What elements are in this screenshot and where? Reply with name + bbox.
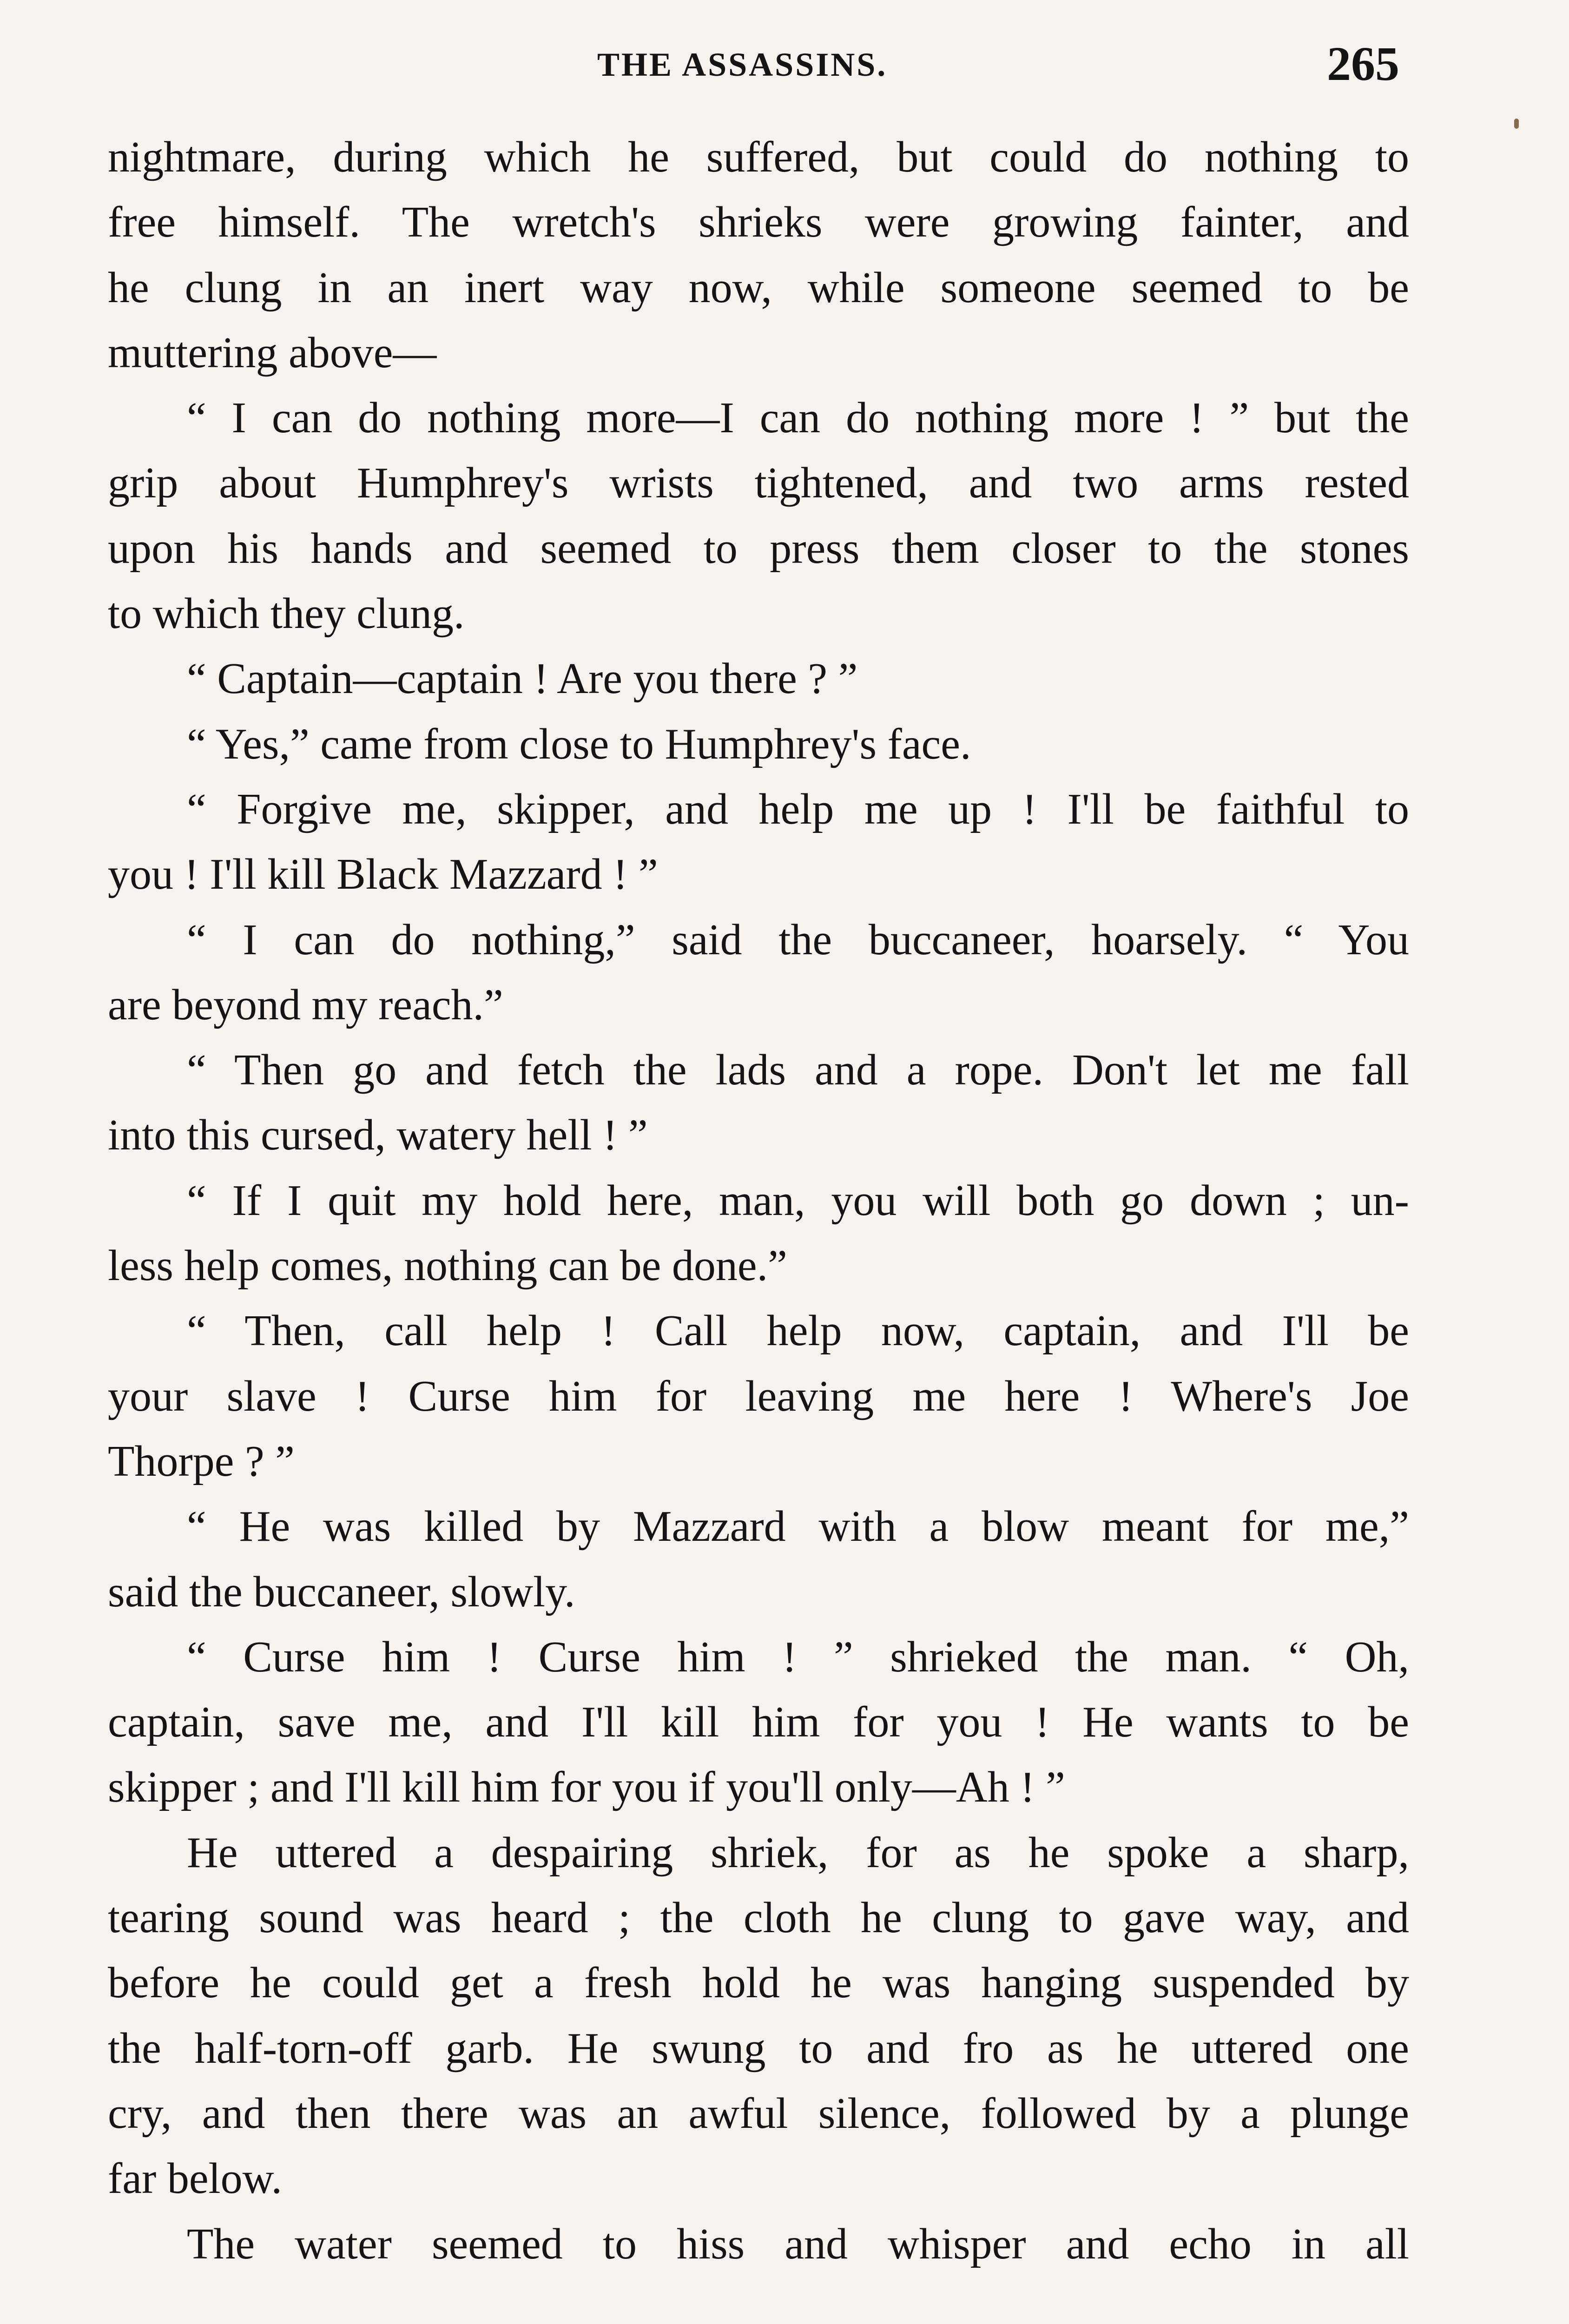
text-line: your slave ! Curse him for leaving me here ! Where's Joe xyxy=(108,1372,1409,1420)
text-line: he clung in an inert way now, while someone seemed to be xyxy=(108,263,1409,312)
text-line: “ Then go and fetch the lads and a rope. Don't let me fall xyxy=(187,1046,1409,1095)
text-line: into this cursed, watery hell ! ” xyxy=(108,1111,648,1160)
text-line: before he could get a fresh hold he was hanging suspended by xyxy=(108,1959,1409,2007)
page-number: 265 xyxy=(1327,37,1399,91)
text-line: are beyond my reach.” xyxy=(108,980,503,1029)
text-line: cry, and then there was an awful silence, followed by a plunge xyxy=(108,2089,1409,2138)
text-line: muttering above— xyxy=(108,328,437,377)
text-line: “ I can do nothing more—I can do nothing more ! ” but the xyxy=(187,394,1409,442)
text-line: captain, save me, and I'll kill him for you ! He wants to be xyxy=(108,1698,1409,1747)
text-line: free himself. The wretch's shrieks were growing fainter, and xyxy=(108,198,1409,247)
text-line: the half-torn-off garb. He swung to and fro as he uttered one xyxy=(108,2024,1409,2073)
text-line: “ Curse him ! Curse him ! ” shrieked the man. “ Oh, xyxy=(187,1632,1409,1681)
text-line: “ Then, call help ! Call help now, captain, and I'll be xyxy=(187,1307,1409,1355)
text-line: said the buccaneer, slowly. xyxy=(108,1567,575,1616)
text-line: less help comes, nothing can be done.” xyxy=(108,1241,787,1290)
text-line: “ Forgive me, skipper, and help me up ! I'll be faithful to xyxy=(187,785,1409,833)
text-line: He uttered a despairing shriek, for as he spoke a sharp, xyxy=(187,1828,1409,1877)
text-line: far below. xyxy=(108,2154,282,2203)
text-line: “ I can do nothing,” said the buccaneer, hoarsely. “ You xyxy=(187,915,1409,964)
text-line: tearing sound was heard ; the cloth he clung to gave way, and xyxy=(108,1894,1409,1942)
body-text xyxy=(108,125,1409,2277)
text-line: “ If I quit my hold here, man, you will both go down ; un- xyxy=(187,1176,1409,1225)
text-line: “ He was killed by Mazzard with a blow meant for me,” xyxy=(187,1502,1409,1551)
text-line: “ Captain—captain ! Are you there ? ” xyxy=(187,654,858,703)
text-line: “ Yes,” came from close to Humphrey's face. xyxy=(187,720,971,768)
text-line: upon his hands and seemed to press them closer to the stones xyxy=(108,524,1409,573)
text-line: nightmare, during which he suffered, but could do nothing to xyxy=(108,133,1409,181)
text-line: skipper ; and I'll kill him for you if you'll only—Ah ! ” xyxy=(108,1763,1065,1812)
paper-speck xyxy=(1514,119,1519,129)
text-line: grip about Humphrey's wrists tightened, and two arms rested xyxy=(108,459,1409,508)
text-line: Thorpe ? ” xyxy=(108,1437,295,1486)
text-line: you ! I'll kill Black Mazzard ! ” xyxy=(108,850,658,899)
text-line: to which they clung. xyxy=(108,589,465,638)
running-head: THE ASSASSINS. xyxy=(597,46,888,83)
text-line: The water seemed to hiss and whisper and echo in all xyxy=(187,2219,1409,2268)
